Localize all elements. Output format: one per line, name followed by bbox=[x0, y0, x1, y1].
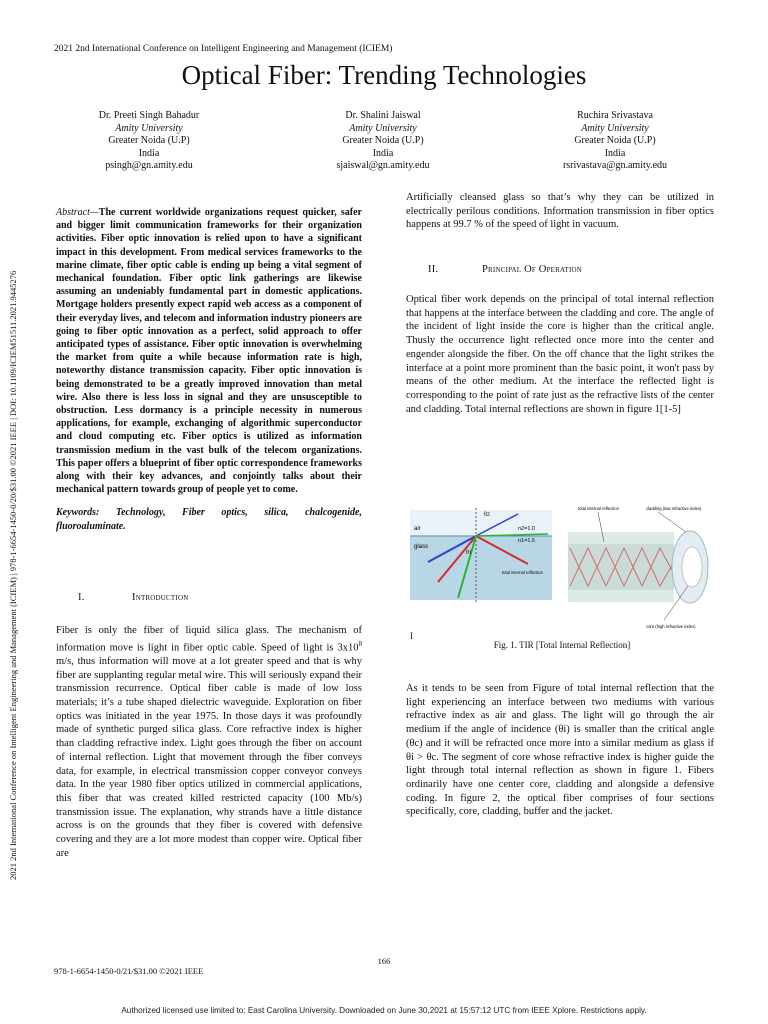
author-name: Ruchira Srivastava bbox=[577, 110, 653, 121]
keywords bbox=[56, 506, 362, 532]
air-label: air bbox=[414, 526, 421, 532]
tir-diagram bbox=[408, 502, 716, 632]
section-heading-principle bbox=[428, 264, 582, 275]
post-figure-paragraph: As it tends to be seen from Figure of total internal reflection that the light experiencing an interface between two mediums with various refractive index as air and glass. The light will go through the air medium if the angle of incidence (θi) is smaller than the critical angle (θc) and it will be refracted once more into a similar medium as glass if θi > θc. The segment of core whose refractive index is higher guide the light through total internal reflection as shown in figure 1. Fibers ordinarily have one center core, cladding and alongside a defensive coding. In figure 2, the optical fiber comprises of four sections specifically, core, cladding, buffer and the jacket. bbox=[406, 683, 714, 818]
pointer-cladding bbox=[658, 512, 686, 532]
left-column bbox=[56, 206, 362, 533]
intro-exponent: 8 bbox=[358, 639, 362, 648]
introduction-text bbox=[56, 624, 362, 860]
section-number: II. bbox=[428, 264, 439, 275]
doi-sidebar-text: 2021 2nd International Conference on Intelligent Engineering and Management (ICIEM) | 978-1-6654-1450-0/20/$31.00 ©2021 IEEE | DOI: 10.1109/ICIEM51511.2021.9445276 bbox=[8, 270, 18, 880]
author-city: Greater Noida (U.P) bbox=[574, 135, 656, 146]
figure-1-caption: Fig. 1. TIR [Total Internal Reflection] bbox=[493, 640, 631, 650]
section-number: I. bbox=[78, 592, 85, 603]
author-country: India bbox=[604, 147, 626, 159]
author-email: psingh@gn.amity.edu bbox=[105, 160, 193, 171]
continuation-paragraph: Artificially cleansed glass so that’s why they can be utilized in electrically perilous conditions. Information transmission in fiber optics happens at 99.7 % of the speed of light in vacuum. bbox=[406, 192, 714, 231]
n1-label: n1=1.5 bbox=[518, 538, 535, 544]
author-affiliation: Amity University bbox=[115, 122, 183, 134]
keywords-text: Technology, Fiber optics, silica, chalcogenide, fluoroaluminate. bbox=[56, 507, 362, 532]
footer-isbn: 978-1-6654-1450-0/21/$31.00 ©2021 IEEE bbox=[54, 966, 204, 976]
author-affiliation: Amity University bbox=[349, 122, 417, 134]
section-title: Introduction bbox=[132, 592, 189, 603]
fiber-end-core bbox=[682, 547, 702, 587]
author-email: sjaiswal@gn.amity.edu bbox=[336, 160, 430, 171]
paper-title: Optical Fiber: Trending Technologies bbox=[181, 60, 587, 90]
principle-paragraph: Optical fiber work depends on the principal of total internal reflection that happens at the interface between the cladding and core. The angle of the incident of light inside the core is higher than the critical angle. Thusly the occurrence light reflected once more into the center and engender alongside the fiber. On the off chance that the light strikes the interface at a point more prominent than the basic point, it won't pass by means of the other medium. At the interface the reflected light is corresponding to the point of rate just as the refractive lists of the center and cladding. Total internal reflections are shown in figure 1[1-5] bbox=[406, 294, 714, 415]
author-country: India bbox=[138, 147, 160, 159]
right-column-continuation bbox=[406, 191, 714, 232]
post-figure-text bbox=[406, 682, 714, 819]
theta1-label: θ1 bbox=[466, 550, 472, 556]
intro-text-part1: Fiber is only the fiber of liquid silica glass. The mechanism of information move is light in fiber optic cable. Speed of light is 3x10 bbox=[56, 625, 362, 654]
author-name: Dr. Shalini Jaiswal bbox=[345, 110, 421, 121]
cladding-label: cladding (low refractive index) bbox=[646, 506, 702, 511]
tir-inline-label: total internal reflection bbox=[502, 570, 543, 575]
glass-label: glass bbox=[414, 544, 429, 550]
glass-panel bbox=[410, 536, 552, 600]
figure-marker: I bbox=[410, 631, 413, 641]
intro-text-part2: m/s, thus information will move at a lot greater speed and that is why fiber are supplanting regular metal wire. This will seriously expand their transmission recurrence. Optical fiber cable is made of low loss materials; it’s a tube shaped dielectric waveguide. Exploration on fiber optics was initiated in the year 1975. In those days it was profoundly made of synthetic purged silica glass. Core refractive index is higher than cladding refractive index. Light goes through the fiber on account of internal reflection. Light that movement through the fiber conveys data, for example, in electrical transmission copper conveyor conveys data. In the year 1980 fiber optics utilized in commercial applications, this fiber that was created killed restricted capacity (100 Mb/s) transmission issue. The explanation, why strands have a little distance across is on the grounds that they fiber is covered with defensive covering and they are a lot more modest than copper wire. Optical fiber are bbox=[56, 655, 362, 859]
author-name: Dr. Preeti Singh Bahadur bbox=[98, 110, 200, 121]
license-notice: Authorized licensed use limited to: East Carolina University. Downloaded on June 30,2021 at 15:57:12 UTC from IEEE Xplore. Restrictions apply. bbox=[121, 1006, 647, 1015]
author-affiliation: Amity University bbox=[581, 122, 649, 134]
author-block-2 bbox=[278, 110, 488, 173]
section-heading-introduction bbox=[78, 592, 188, 603]
author-block-1 bbox=[44, 110, 254, 173]
tir-top-label: total internal reflection bbox=[578, 506, 619, 511]
author-country: India bbox=[372, 147, 394, 159]
author-city: Greater Noida (U.P) bbox=[342, 135, 424, 146]
keywords-label: Keywords: bbox=[56, 507, 100, 519]
n2-label: n2=1.0 bbox=[518, 526, 535, 532]
abstract-label: Abstract— bbox=[56, 207, 99, 218]
page-number: 166 bbox=[377, 956, 391, 966]
author-city: Greater Noida (U.P) bbox=[108, 135, 190, 146]
abstract bbox=[56, 206, 362, 496]
author-block-3 bbox=[510, 110, 720, 173]
theta2-label: θ2 bbox=[484, 512, 490, 518]
conference-header: 2021 2nd International Conference on Intelligent Engineering and Management (ICIEM) bbox=[54, 44, 393, 54]
abstract-text: The current worldwide organizations request quicker, safer and bigger limit communication frameworks for their organization activities. Fiber optic innovation is relied upon to have a significant impact in this development. From medical services frameworks to the marine climate, fiber optic cable is ending up being a vital segment of mechanical foundation. Fiber optic link gatherings are likewise assuming an undeniably fundamental part in domestic applications. Mortgage holders presently expect rapid web access as a component of their everyday lives, and telecom and information industry pioneers are going to fiber optic innovation as a perfect, solid approach to offer anticipated types of assistance. Fiber optic innovation is overwhelming the market from quite a while because information rate is high, noteworthy distance transmission capacity. Fiber optic innovation is being demonstrated to be a greatly improved innovation than metal wire. Also there is less loss in signal and they are unsusceptible to obstruction. Less dormancy is a principle necessity in numerous applications, for example, exchanging of algorithmic superconductor and cloud computing etc. Fiber optics is utilized as information transmission medium in the vast bulk of the telecom organizations. This paper offers a blueprint of fiber optic correspondence frameworks along with their key advances, and conjointly talks about their mechanical pattern towards group of people yet to come. bbox=[56, 207, 362, 496]
author-email: rsrivastava@gn.amity.edu bbox=[562, 160, 668, 171]
section-title: Principal Of Operation bbox=[482, 264, 583, 275]
principle-text bbox=[406, 293, 714, 416]
figure-1 bbox=[408, 502, 716, 632]
core-label: core (high refractive index) bbox=[646, 624, 696, 629]
